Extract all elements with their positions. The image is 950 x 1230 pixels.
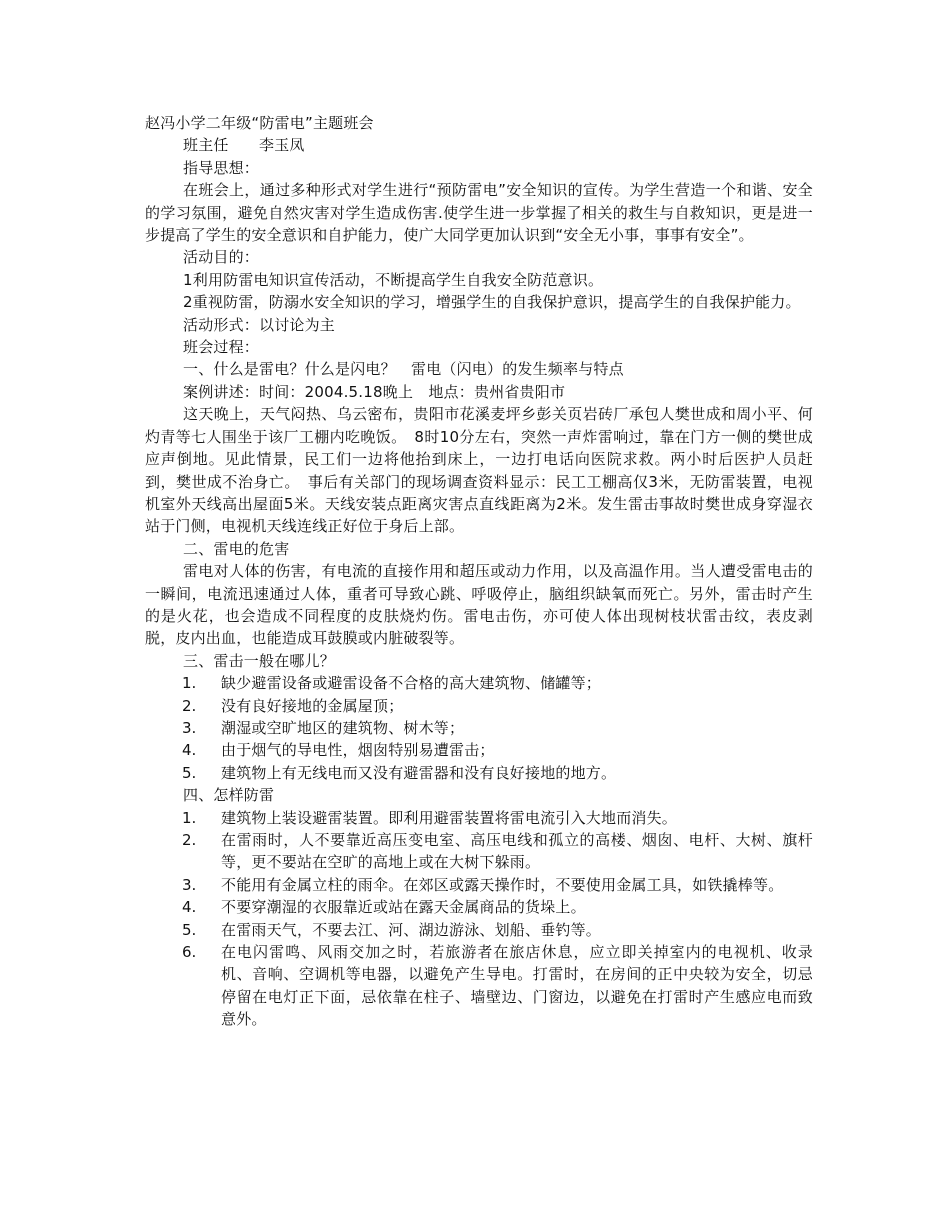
list-item xyxy=(145,896,813,918)
list-item-number: 3. xyxy=(182,718,197,737)
section-3-heading: 三、雷击一般在哪儿？ xyxy=(183,651,336,670)
list-item-text: 潮湿或空旷地区的建筑物、树木等； xyxy=(221,718,465,737)
section-3-list xyxy=(145,672,813,784)
list-item-text: 在雷雨时，人不要靠近高压变电室、高压电线和孤立的高楼、烟囱、电杆、大树、旗杆等，更不要站在空旷的高地上或在大树下躲雨。 xyxy=(221,831,813,872)
guiding-heading: 指导思想： xyxy=(183,158,260,177)
goal-item-1: 1利用防雷电知识宣传活动，不断提高学生自我安全防范意识。 xyxy=(183,270,604,289)
list-item-text: 不能用有金属立柱的雨伞。在郊区或露天操作时，不要使用金属工具，如铁撬棒等。 xyxy=(221,875,784,894)
teacher-line: 班主任 李玉凤 xyxy=(183,136,305,155)
list-item-text: 建筑物上装设避雷装置。即利用避雷装置将雷电流引入大地而消失。 xyxy=(221,808,678,827)
list-item-text: 没有良好接地的金属屋顶； xyxy=(221,696,404,715)
list-item xyxy=(145,695,813,717)
goal-item-2: 2重视防雷，防溺水安全知识的学习，增强学生的自我保护意识，提高学生的自我保护能力。 xyxy=(183,293,801,312)
list-item xyxy=(145,807,813,829)
section-2-heading: 二、雷电的危害 xyxy=(183,539,290,558)
list-item-text: 建筑物上有无线电而又没有避雷器和没有良好接地的地方。 xyxy=(221,763,617,782)
section-2-paragraph: 雷电对人体的伤害，有电流的直接作用和超压或动力作用，以及高温作用。当人遭受雷电击的一瞬间，电流迅速通过人体，重者可导致心跳、呼吸停止，脑组织缺氧而死亡。另外，雷击时产生的是火花，也会造成不同程度的皮肤烧灼伤。雷电击伤，亦可使人体出现树枝状雷击纹，表皮剥脱，皮内出血，也能造成耳鼓膜或内脏破裂等。 xyxy=(145,562,813,648)
activity-form-line: 活动形式：以讨论为主 xyxy=(183,315,336,334)
list-item-text: 在电闪雷鸣、风雨交加之时，若旅游者在旅店休息，应立即关掉室内的电视机、收录机、音响、空调机等电器，以避免产生导电。打雷时，在房间的正中央较为安全，切忌停留在电灯正下面，忌依靠在柱子、墙壁边、门窗边，以避免在打雷时产生感应电而致意外。 xyxy=(221,943,813,1029)
list-item-text: 由于烟气的导电性，烟囱特别易遭雷击； xyxy=(221,741,495,760)
list-item-text: 缺少避雷设备或避雷设备不合格的高大建筑物、储罐等； xyxy=(221,674,602,693)
document-title: 赵冯小学二年级“防雷电”主题班会 xyxy=(145,114,374,132)
section-4-heading: 四、怎样防雷 xyxy=(183,786,275,805)
list-item-number: 2. xyxy=(182,696,197,715)
section-1-heading: 一、什么是雷电？什么是闪电？ 雷电（闪电）的发生频率与特点 xyxy=(183,360,624,379)
process-heading: 班会过程： xyxy=(183,338,260,357)
list-item-number: 6. xyxy=(182,943,197,962)
list-item xyxy=(145,672,813,694)
section-4-list xyxy=(145,807,813,1031)
case-paragraph: 这天晚上，天气闷热、乌云密布，贵阳市花溪麦坪乡彭关页岩砖厂承包人樊世成和周小平、何灼青等七人围坐于该厂工棚内吃晚饭。 8时10分左右，突然一声炸雷响过，靠在门方一侧的樊世成应声倒地。见此情景，民工们一边将他抬到床上，一边打电话向医院求救。两小时后医护人员赶到，樊世成不治身亡。 事后有关部门的现场调查资料显示：民工工棚高仅3米，无防雷装置，电视机室外天线高出屋面5米。天线安装点距离灾害点直线距离为2米。发生雷击事故时樊世成身穿湿衣站于门侧，电视机天线连线正好位于身后上部。 xyxy=(145,405,813,536)
list-item-text: 不要穿潮湿的衣服靠近或站在露天金属商品的货垛上。 xyxy=(221,898,586,917)
list-item xyxy=(145,829,813,874)
goal-heading: 活动目的： xyxy=(183,248,260,267)
list-item xyxy=(145,717,813,739)
list-item-text: 在雷雨天气，不要去江、河、湖边游泳、划船、垂钓等。 xyxy=(221,920,602,939)
list-item xyxy=(145,739,813,761)
list-item-number: 1. xyxy=(182,808,197,827)
list-item-number: 4. xyxy=(182,898,197,917)
list-item-number: 2. xyxy=(182,831,197,849)
list-item-number: 5. xyxy=(182,920,197,939)
list-item xyxy=(145,762,813,784)
list-item xyxy=(145,874,813,896)
guiding-paragraph: 在班会上，通过多种形式对学生进行“预防雷电”安全知识的宣传。为学生营造一个和谐、安全的学习氛围，避免自然灾害对学生造成伤害.使学生进一步掌握了相关的救生与自救知识，更是进一步提高了学生的安全意识和自护能力，使广大同学更加认识到“安全无小事，事事有安全”。 xyxy=(145,181,813,245)
document-body xyxy=(145,112,813,1031)
list-item-number: 5. xyxy=(182,763,197,782)
list-item-number: 4. xyxy=(182,741,197,760)
case-info-line: 案例讲述：时间：2004.5.18晚上 地点：贵州省贵阳市 xyxy=(183,382,566,401)
list-item-number: 3. xyxy=(182,875,197,894)
list-item xyxy=(145,941,813,1031)
list-item-number: 1. xyxy=(182,674,197,693)
list-item xyxy=(145,919,813,941)
